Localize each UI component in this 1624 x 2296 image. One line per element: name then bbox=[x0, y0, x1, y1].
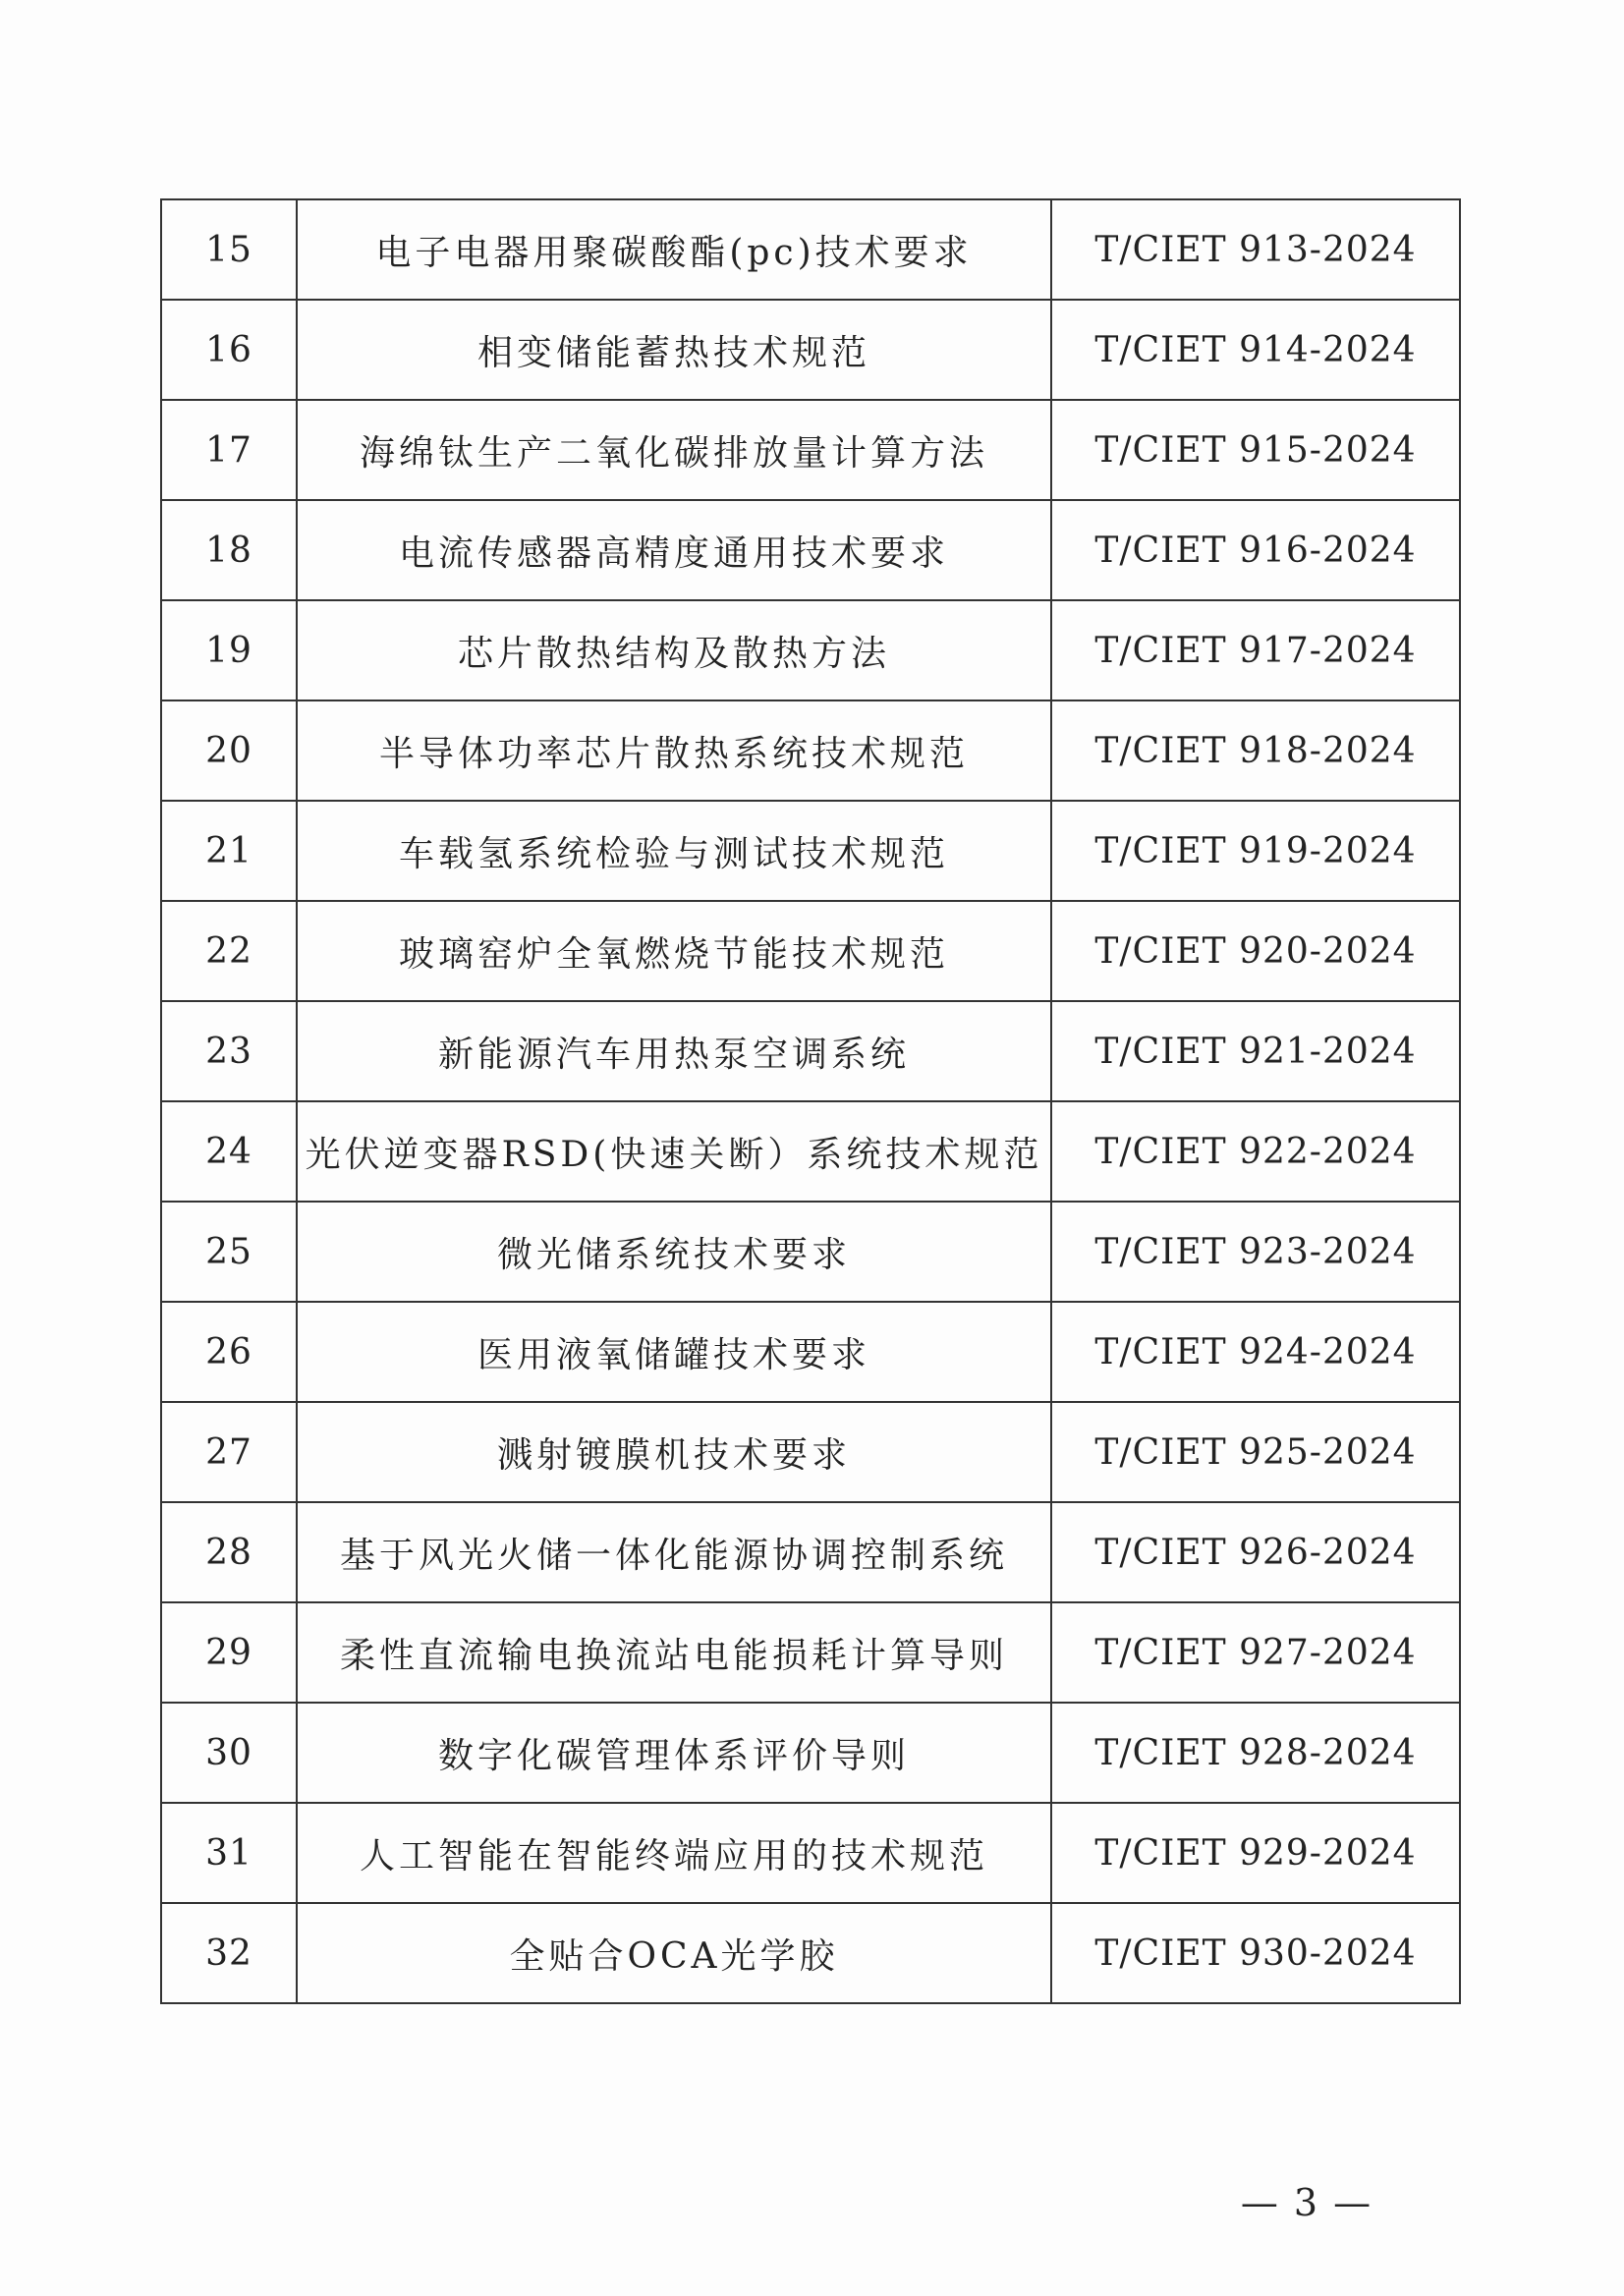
row-number: 32 bbox=[161, 1903, 297, 2003]
standard-code: T/CIET 915-2024 bbox=[1051, 400, 1460, 500]
standard-name: 电流传感器高精度通用技术要求 bbox=[297, 500, 1051, 600]
standard-name: 全贴合OCA光学胶 bbox=[297, 1903, 1051, 2003]
table-row bbox=[161, 700, 1460, 801]
table-row bbox=[161, 1703, 1460, 1803]
standard-code: T/CIET 913-2024 bbox=[1051, 199, 1460, 300]
standard-name: 溅射镀膜机技术要求 bbox=[297, 1402, 1051, 1502]
table-row bbox=[161, 1803, 1460, 1903]
row-number: 31 bbox=[161, 1803, 297, 1903]
standard-code: T/CIET 917-2024 bbox=[1051, 600, 1460, 700]
standard-code: T/CIET 929-2024 bbox=[1051, 1803, 1460, 1903]
standard-name: 车载氢系统检验与测试技术规范 bbox=[297, 801, 1051, 901]
row-number: 20 bbox=[161, 700, 297, 801]
row-number: 28 bbox=[161, 1502, 297, 1602]
standards-table bbox=[160, 198, 1461, 2004]
table-row bbox=[161, 801, 1460, 901]
table-row bbox=[161, 1502, 1460, 1602]
standard-name: 电子电器用聚碳酸酯(pc)技术要求 bbox=[297, 199, 1051, 300]
row-number: 30 bbox=[161, 1703, 297, 1803]
standard-name: 数字化碳管理体系评价导则 bbox=[297, 1703, 1051, 1803]
standard-code: T/CIET 928-2024 bbox=[1051, 1703, 1460, 1803]
table-row bbox=[161, 901, 1460, 1001]
standard-name: 芯片散热结构及散热方法 bbox=[297, 600, 1051, 700]
standard-code: T/CIET 923-2024 bbox=[1051, 1202, 1460, 1302]
standard-code: T/CIET 927-2024 bbox=[1051, 1602, 1460, 1703]
row-number: 15 bbox=[161, 199, 297, 300]
table-row bbox=[161, 1302, 1460, 1402]
standard-name: 人工智能在智能终端应用的技术规范 bbox=[297, 1803, 1051, 1903]
table-row bbox=[161, 400, 1460, 500]
standard-code: T/CIET 920-2024 bbox=[1051, 901, 1460, 1001]
row-number: 21 bbox=[161, 801, 297, 901]
row-number: 27 bbox=[161, 1402, 297, 1502]
standard-code: T/CIET 930-2024 bbox=[1051, 1903, 1460, 2003]
standard-code: T/CIET 921-2024 bbox=[1051, 1001, 1460, 1101]
row-number: 25 bbox=[161, 1202, 297, 1302]
standard-name: 微光储系统技术要求 bbox=[297, 1202, 1051, 1302]
standard-code: T/CIET 914-2024 bbox=[1051, 300, 1460, 400]
row-number: 26 bbox=[161, 1302, 297, 1402]
standard-name: 医用液氧储罐技术要求 bbox=[297, 1302, 1051, 1402]
table-row bbox=[161, 500, 1460, 600]
table-row bbox=[161, 1402, 1460, 1502]
row-number: 22 bbox=[161, 901, 297, 1001]
standard-code: T/CIET 925-2024 bbox=[1051, 1402, 1460, 1502]
standards-table-body bbox=[161, 199, 1460, 2003]
row-number: 16 bbox=[161, 300, 297, 400]
table-row bbox=[161, 600, 1460, 700]
standard-name: 玻璃窑炉全氧燃烧节能技术规范 bbox=[297, 901, 1051, 1001]
standard-name: 柔性直流输电换流站电能损耗计算导则 bbox=[297, 1602, 1051, 1703]
table-row bbox=[161, 199, 1460, 300]
row-number: 17 bbox=[161, 400, 297, 500]
standard-code: T/CIET 919-2024 bbox=[1051, 801, 1460, 901]
table-row bbox=[161, 1001, 1460, 1101]
table-row bbox=[161, 300, 1460, 400]
standard-code: T/CIET 922-2024 bbox=[1051, 1101, 1460, 1202]
page-number: — 3 — bbox=[1240, 2181, 1373, 2224]
row-number: 23 bbox=[161, 1001, 297, 1101]
standard-code: T/CIET 916-2024 bbox=[1051, 500, 1460, 600]
standard-name: 基于风光火储一体化能源协调控制系统 bbox=[297, 1502, 1051, 1602]
standard-name: 新能源汽车用热泵空调系统 bbox=[297, 1001, 1051, 1101]
standard-name: 光伏逆变器RSD(快速关断）系统技术规范 bbox=[297, 1101, 1051, 1202]
table-row bbox=[161, 1101, 1460, 1202]
standard-code: T/CIET 926-2024 bbox=[1051, 1502, 1460, 1602]
row-number: 18 bbox=[161, 500, 297, 600]
table-row bbox=[161, 1202, 1460, 1302]
standard-name: 半导体功率芯片散热系统技术规范 bbox=[297, 700, 1051, 801]
standard-code: T/CIET 918-2024 bbox=[1051, 700, 1460, 801]
row-number: 29 bbox=[161, 1602, 297, 1703]
standard-name: 海绵钛生产二氧化碳排放量计算方法 bbox=[297, 400, 1051, 500]
standard-name: 相变储能蓄热技术规范 bbox=[297, 300, 1051, 400]
standard-code: T/CIET 924-2024 bbox=[1051, 1302, 1460, 1402]
table-row bbox=[161, 1602, 1460, 1703]
table-row bbox=[161, 1903, 1460, 2003]
row-number: 24 bbox=[161, 1101, 297, 1202]
row-number: 19 bbox=[161, 600, 297, 700]
